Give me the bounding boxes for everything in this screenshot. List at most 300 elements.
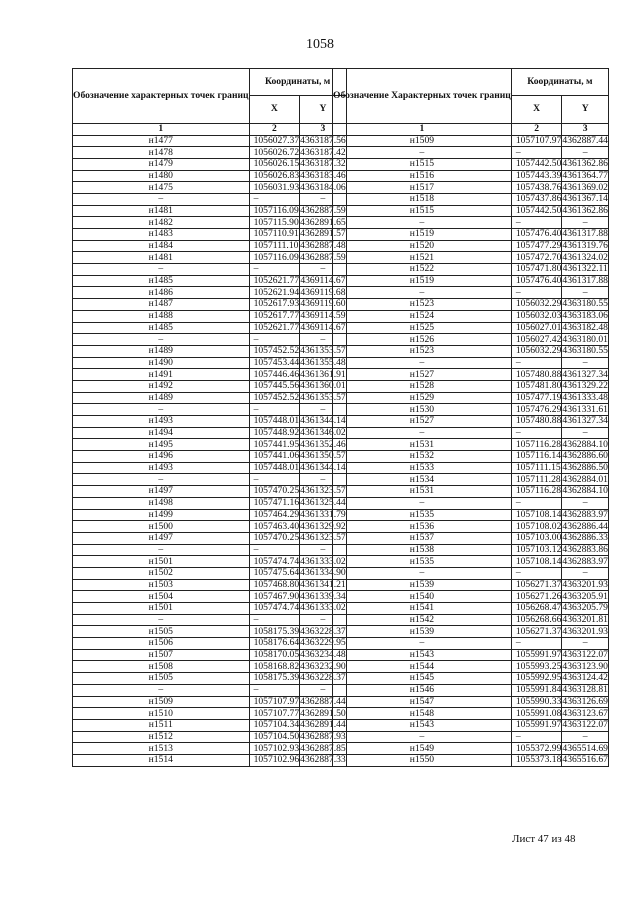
table-row	[73, 240, 347, 252]
y-coordinate-cell: 4362883.86	[562, 544, 608, 555]
x-coordinate-cell: 1057452.52	[249, 392, 300, 404]
point-name-cell: н1543	[333, 719, 512, 731]
column-number: 3	[300, 124, 347, 136]
x-coordinate-cell: 1058176.64	[249, 638, 300, 650]
point-name-cell: н1543	[333, 649, 512, 661]
table-row	[333, 182, 609, 194]
y-coordinate-cell: 4362891.65	[300, 216, 346, 228]
x-coordinate-cell: 1058175.39	[249, 626, 300, 638]
x-coordinate-cell: 1057471.16	[249, 497, 300, 509]
y-coordinate-cell: 4362887.93	[300, 731, 346, 742]
point-name-cell: –	[333, 497, 512, 509]
point-name-cell: н1517	[333, 182, 512, 194]
table-row	[333, 731, 609, 743]
left-table-body	[73, 135, 347, 766]
point-name-cell: н1523	[333, 299, 512, 311]
column-header-coordinates: Координаты, м	[249, 69, 346, 96]
point-name-cell: н1528	[333, 380, 512, 392]
x-coordinate-cell: 1057441.95	[249, 439, 300, 451]
y-coordinate-cell: 4362883.97	[562, 509, 608, 520]
point-name-cell: н1505	[73, 626, 250, 638]
table-row	[73, 357, 347, 369]
table-row	[73, 556, 347, 568]
x-coordinate-cell: –	[249, 264, 300, 276]
y-coordinate-cell: 4361362.86	[562, 158, 608, 170]
y-coordinate-cell: –	[562, 497, 609, 509]
x-coordinate-cell: 1057110.91	[249, 229, 300, 241]
point-name-cell: н1546	[333, 684, 512, 696]
x-coordinate-cell: 1055992.95	[511, 673, 562, 685]
table-row	[73, 614, 347, 626]
x-coordinate-cell: 1057467.90	[249, 591, 300, 603]
y-coordinate-cell: 4362886.33	[562, 532, 608, 544]
x-coordinate-cell: 1057111.10	[249, 240, 300, 252]
point-name-cell: н1484	[73, 240, 250, 252]
point-name-cell: н1515	[333, 205, 512, 217]
point-name-cell: н1520	[333, 240, 512, 252]
point-name-cell: н1529	[333, 392, 512, 404]
y-coordinate-cell: 4361334.90	[300, 567, 346, 579]
y-coordinate-cell: 4363205.79	[562, 602, 608, 614]
point-name-cell: н1508	[73, 661, 250, 673]
y-coordinate-cell: 4362886.60	[562, 450, 608, 462]
table-row	[73, 696, 347, 708]
point-name-cell: н1510	[73, 708, 250, 720]
y-coordinate-cell: 4363123.67	[562, 707, 608, 719]
x-coordinate-cell: 1058175.39	[249, 673, 300, 685]
x-coordinate-cell: 1057448.92	[249, 427, 300, 439]
y-coordinate-cell: 4361344.14	[300, 462, 346, 474]
table-row	[73, 649, 347, 661]
table-row	[73, 661, 347, 673]
y-coordinate-cell: 4363182.48	[562, 322, 608, 333]
point-name-cell: н1482	[73, 217, 250, 229]
x-coordinate-cell: 1056032.03	[511, 310, 562, 322]
table-row	[73, 708, 347, 720]
x-coordinate-cell: 1057111.28	[511, 474, 562, 486]
table-row	[333, 684, 609, 696]
table-row	[333, 544, 609, 556]
point-name-cell: н1492	[73, 380, 250, 392]
table-row	[73, 334, 347, 346]
x-coordinate-cell: –	[511, 357, 562, 369]
point-name-cell: –	[73, 544, 250, 556]
y-coordinate-cell: 4362891.50	[300, 707, 346, 719]
y-coordinate-cell: 4361361.91	[300, 368, 346, 380]
table-row	[333, 275, 609, 287]
x-coordinate-cell: 1057476.29	[511, 404, 562, 416]
column-number: 1	[333, 124, 512, 136]
x-coordinate-cell: 1057102.96	[249, 754, 300, 766]
table-row	[333, 556, 609, 568]
x-coordinate-cell: 1057116.28	[511, 486, 562, 498]
point-name-cell: н1493	[73, 462, 250, 474]
y-coordinate-cell: 4363183.46	[300, 170, 346, 181]
point-name-cell: н1494	[73, 427, 250, 439]
x-coordinate-cell: –	[511, 567, 562, 579]
y-coordinate-cell: –	[300, 193, 347, 205]
table-row	[333, 310, 609, 322]
table-row	[333, 416, 609, 428]
point-name-cell: н1549	[333, 743, 512, 755]
table-row	[73, 205, 347, 217]
y-coordinate-cell: 4361327.34	[562, 368, 608, 380]
point-name-cell: н1505	[73, 673, 250, 685]
x-coordinate-cell: 1056027.01	[511, 322, 562, 334]
point-name-cell: –	[73, 264, 250, 276]
y-coordinate-cell: 4361360.01	[300, 380, 346, 392]
y-coordinate-cell: 4362887.33	[300, 754, 346, 766]
point-name-cell: н1501	[73, 556, 250, 568]
table-row	[73, 322, 347, 334]
point-name-cell: н1511	[73, 719, 250, 731]
table-row	[333, 474, 609, 486]
x-coordinate-cell: 1056032.29	[511, 299, 562, 311]
point-name-cell: –	[73, 193, 250, 205]
point-name-cell: н1499	[73, 509, 250, 521]
point-name-cell: н1493	[73, 416, 250, 428]
y-coordinate-cell: 4361350.57	[300, 450, 346, 462]
y-coordinate-cell: –	[562, 147, 609, 159]
point-name-cell: н1478	[73, 147, 250, 159]
table-row	[333, 345, 609, 357]
point-name-cell: н1516	[333, 170, 512, 182]
y-coordinate-cell: 4363228.37	[300, 625, 346, 637]
table-row	[73, 719, 347, 731]
x-coordinate-cell: 1057116.14	[511, 451, 562, 463]
table-row	[333, 754, 609, 766]
x-coordinate-cell: 1057445.56	[249, 380, 300, 392]
table-row	[73, 626, 347, 638]
column-header-y: Y	[562, 96, 609, 124]
x-coordinate-cell: 1052617.93	[249, 299, 300, 311]
point-name-cell: –	[73, 404, 250, 416]
x-coordinate-cell: 1056271.37	[511, 626, 562, 638]
point-name-cell: н1531	[333, 439, 512, 451]
table-row	[73, 427, 347, 439]
x-coordinate-cell: 1057463.40	[249, 521, 300, 533]
point-name-cell: н1495	[73, 439, 250, 451]
point-name-cell: н1501	[73, 603, 250, 615]
x-coordinate-cell: 1057472.70	[511, 252, 562, 264]
x-coordinate-cell: 1057481.80	[511, 380, 562, 392]
table-row	[73, 170, 347, 182]
point-name-cell: н1531	[333, 486, 512, 498]
x-coordinate-cell: 1056271.26	[511, 591, 562, 603]
point-name-cell: н1481	[73, 252, 250, 264]
x-coordinate-cell: 1056031.93	[249, 182, 300, 194]
point-name-cell: н1547	[333, 696, 512, 708]
table-row	[73, 217, 347, 229]
point-name-cell: н1489	[73, 345, 250, 357]
table-row	[73, 310, 347, 322]
table-row	[333, 509, 609, 521]
x-coordinate-cell: 1058170.05	[249, 649, 300, 661]
column-header-coordinates: Координаты, м	[511, 69, 608, 96]
point-name-cell: –	[333, 357, 512, 369]
table-row	[73, 673, 347, 685]
table-row	[333, 462, 609, 474]
point-name-cell: н1537	[333, 532, 512, 544]
column-number: 2	[511, 124, 562, 136]
point-name-cell: –	[73, 684, 250, 696]
y-coordinate-cell: 4361362.86	[562, 205, 608, 216]
point-name-cell: н1526	[333, 334, 512, 346]
table-row	[73, 509, 347, 521]
point-name-cell: н1475	[73, 182, 250, 194]
table-row	[333, 451, 609, 463]
table-row	[73, 264, 347, 276]
x-coordinate-cell: 1057103.12	[511, 544, 562, 556]
x-coordinate-cell: 1056027.42	[511, 334, 562, 346]
point-name-cell: –	[333, 217, 512, 229]
point-name-cell: н1503	[73, 579, 250, 591]
x-coordinate-cell: 1057475.64	[249, 567, 300, 579]
y-coordinate-cell: 4362884.01	[562, 473, 608, 485]
y-coordinate-cell: 4361323.57	[300, 532, 346, 544]
table-row	[73, 369, 347, 381]
y-coordinate-cell: –	[562, 357, 609, 369]
x-coordinate-cell: 1052621.77	[249, 322, 300, 334]
x-coordinate-cell: –	[511, 427, 562, 439]
x-coordinate-cell: 1055991.97	[511, 719, 562, 731]
x-coordinate-cell: 1057104.34	[249, 719, 300, 731]
y-coordinate-cell: 4363180.55	[562, 298, 608, 310]
page-number: 1058	[306, 37, 334, 52]
x-coordinate-cell: –	[511, 147, 562, 159]
table-row	[333, 322, 609, 334]
x-coordinate-cell: 1057453.44	[249, 357, 300, 369]
y-coordinate-cell: 4361331.61	[562, 403, 608, 415]
point-name-cell: н1523	[333, 345, 512, 357]
point-name-cell: н1522	[333, 264, 512, 276]
table-row	[73, 521, 347, 533]
x-coordinate-cell: 1057108.14	[511, 509, 562, 521]
point-name-cell: –	[333, 427, 512, 439]
x-coordinate-cell: 1057108.14	[511, 556, 562, 568]
point-name-cell: –	[73, 474, 250, 486]
left-coordinates-table	[72, 68, 346, 767]
point-name-cell: н1507	[73, 649, 250, 661]
right-table-body	[333, 135, 609, 766]
x-coordinate-cell: 1057474.74	[249, 603, 300, 615]
y-coordinate-cell: 4361367.14	[562, 193, 608, 205]
y-coordinate-cell: 4363201.93	[562, 579, 608, 590]
x-coordinate-cell: 1057448.01	[249, 416, 300, 428]
point-name-cell: н1536	[333, 521, 512, 533]
table-row	[333, 521, 609, 533]
x-coordinate-cell: –	[511, 217, 562, 229]
point-name-cell: н1534	[333, 474, 512, 486]
y-coordinate-cell: 4361325.44	[300, 497, 346, 509]
y-coordinate-cell: 4369114.67	[300, 322, 346, 333]
table-row	[73, 380, 347, 392]
point-name-cell: н1542	[333, 614, 512, 626]
y-coordinate-cell: –	[300, 334, 347, 346]
y-coordinate-cell: 4363228.37	[300, 672, 346, 684]
point-name-cell: н1504	[73, 591, 250, 603]
table-row	[333, 380, 609, 392]
x-coordinate-cell: 1057480.88	[511, 369, 562, 381]
y-coordinate-cell: 4361317.88	[562, 275, 608, 287]
x-coordinate-cell: 1056271.37	[511, 579, 562, 591]
y-coordinate-cell: 4365514.69	[562, 742, 608, 754]
y-coordinate-cell: 4363205.91	[562, 590, 608, 602]
table-row	[333, 626, 609, 638]
point-name-cell: н1530	[333, 404, 512, 416]
table-row	[73, 474, 347, 486]
table-row	[333, 579, 609, 591]
y-coordinate-cell: 4363128.81	[562, 684, 608, 696]
table-row	[333, 486, 609, 498]
table-row	[73, 416, 347, 428]
y-coordinate-cell: 4362887.48	[300, 240, 346, 252]
y-coordinate-cell: 4363183.06	[562, 310, 608, 322]
point-name-cell: –	[333, 287, 512, 299]
table-row	[333, 743, 609, 755]
column-header-point-name: Обозначение характерных точек границ	[73, 69, 250, 124]
x-coordinate-cell: 1052621.77	[249, 275, 300, 287]
x-coordinate-cell: 1057442.50	[511, 205, 562, 217]
y-coordinate-cell: 4361333.48	[562, 392, 608, 403]
point-name-cell: н1515	[333, 158, 512, 170]
table-row	[73, 451, 347, 463]
column-header-y: Y	[300, 96, 347, 124]
x-coordinate-cell: 1055991.84	[511, 684, 562, 696]
column-number: 2	[249, 124, 300, 136]
point-name-cell: н1479	[73, 158, 250, 170]
table-row	[333, 357, 609, 369]
x-coordinate-cell: 1057116.28	[511, 439, 562, 451]
point-name-cell: н1513	[73, 743, 250, 755]
y-coordinate-cell: 4369119.68	[300, 286, 346, 298]
point-name-cell: н1539	[333, 579, 512, 591]
x-coordinate-cell: 1055373.18	[511, 754, 562, 766]
y-coordinate-cell: 4363123.90	[562, 660, 608, 672]
point-name-cell: н1496	[73, 451, 250, 463]
point-name-cell: н1535	[333, 556, 512, 568]
point-name-cell: н1548	[333, 708, 512, 720]
point-name-cell: н1514	[73, 754, 250, 766]
x-coordinate-cell: 1057437.86	[511, 193, 562, 205]
point-name-cell: н1486	[73, 287, 250, 299]
x-coordinate-cell: 1057107.97	[249, 696, 300, 708]
table-row	[333, 532, 609, 544]
x-coordinate-cell: 1052621.94	[249, 287, 300, 299]
y-coordinate-cell: 4369119.60	[300, 298, 346, 310]
table-row	[333, 217, 609, 229]
point-name-cell: н1509	[73, 696, 250, 708]
point-name-cell: н1485	[73, 322, 250, 334]
table-row	[333, 240, 609, 252]
x-coordinate-cell: 1056026.72	[249, 147, 300, 159]
table-row	[73, 497, 347, 509]
y-coordinate-cell: –	[300, 544, 347, 556]
x-coordinate-cell: 1057438.76	[511, 182, 562, 194]
table-row	[73, 754, 347, 766]
x-coordinate-cell: 1052617.77	[249, 310, 300, 322]
point-name-cell: н1497	[73, 532, 250, 544]
y-coordinate-cell: 4362883.97	[562, 555, 608, 567]
table-row	[333, 392, 609, 404]
y-coordinate-cell: 4361364.77	[562, 170, 608, 181]
x-coordinate-cell: 1057443.39	[511, 170, 562, 182]
y-coordinate-cell: 4361333.02	[300, 602, 346, 614]
x-coordinate-cell: –	[249, 544, 300, 556]
column-number: 3	[562, 124, 609, 136]
x-coordinate-cell: 1056027.37	[249, 135, 300, 147]
y-coordinate-cell: 4362887.44	[300, 696, 346, 707]
table-row	[73, 638, 347, 650]
y-coordinate-cell: 4361355.48	[300, 357, 346, 368]
table-row	[333, 264, 609, 276]
point-name-cell: н1490	[73, 357, 250, 369]
y-coordinate-cell: 4363201.81	[562, 614, 608, 626]
y-coordinate-cell: 4361323.57	[300, 485, 346, 497]
y-coordinate-cell: –	[562, 638, 609, 650]
point-name-cell: н1509	[333, 135, 512, 147]
x-coordinate-cell: 1057476.40	[511, 229, 562, 241]
right-coordinates-table	[332, 68, 608, 767]
y-coordinate-cell: 4363187.42	[300, 146, 346, 158]
x-coordinate-cell: 1057103.00	[511, 532, 562, 544]
point-name-cell: н1545	[333, 673, 512, 685]
point-name-cell: н1544	[333, 661, 512, 673]
x-coordinate-cell: –	[249, 334, 300, 346]
y-coordinate-cell: 4361341.21	[300, 579, 346, 590]
table-row	[73, 299, 347, 311]
table-row	[73, 462, 347, 474]
y-coordinate-cell: 4363184.06	[300, 181, 346, 193]
point-name-cell: н1539	[333, 626, 512, 638]
x-coordinate-cell: –	[249, 404, 300, 416]
point-name-cell: н1489	[73, 392, 250, 404]
table-row	[333, 649, 609, 661]
y-coordinate-cell: 4361319.76	[562, 240, 608, 252]
y-coordinate-cell: –	[300, 264, 347, 276]
table-row	[73, 345, 347, 357]
table-row	[333, 158, 609, 170]
point-name-cell: н1538	[333, 544, 512, 556]
table-row	[73, 544, 347, 556]
table-row	[333, 252, 609, 264]
y-coordinate-cell: 4362891.44	[300, 719, 346, 731]
table-row	[73, 486, 347, 498]
y-coordinate-cell: 4361317.88	[562, 228, 608, 240]
x-coordinate-cell: 1056268.47	[511, 603, 562, 615]
table-row	[333, 404, 609, 416]
x-coordinate-cell: 1057470.25	[249, 532, 300, 544]
y-coordinate-cell: 4363180.01	[562, 333, 608, 345]
point-name-cell: н1488	[73, 310, 250, 322]
y-coordinate-cell: 4362891.57	[300, 228, 346, 240]
point-name-cell: н1502	[73, 567, 250, 579]
x-coordinate-cell: 1057464.29	[249, 509, 300, 521]
y-coordinate-cell: 4362886.50	[562, 462, 608, 474]
table-row	[73, 743, 347, 755]
y-coordinate-cell: 4363124.42	[562, 672, 608, 684]
x-coordinate-cell: 1055372.99	[511, 743, 562, 755]
table-row	[73, 158, 347, 170]
point-name-cell: н1480	[73, 170, 250, 182]
y-coordinate-cell: 4363229.95	[300, 637, 346, 649]
point-name-cell: н1519	[333, 229, 512, 241]
x-coordinate-cell: 1057104.50	[249, 731, 300, 743]
y-coordinate-cell: 4363201.93	[562, 625, 608, 637]
y-coordinate-cell: –	[562, 731, 609, 743]
y-coordinate-cell: –	[562, 567, 609, 579]
y-coordinate-cell: 4361331.79	[300, 509, 346, 520]
